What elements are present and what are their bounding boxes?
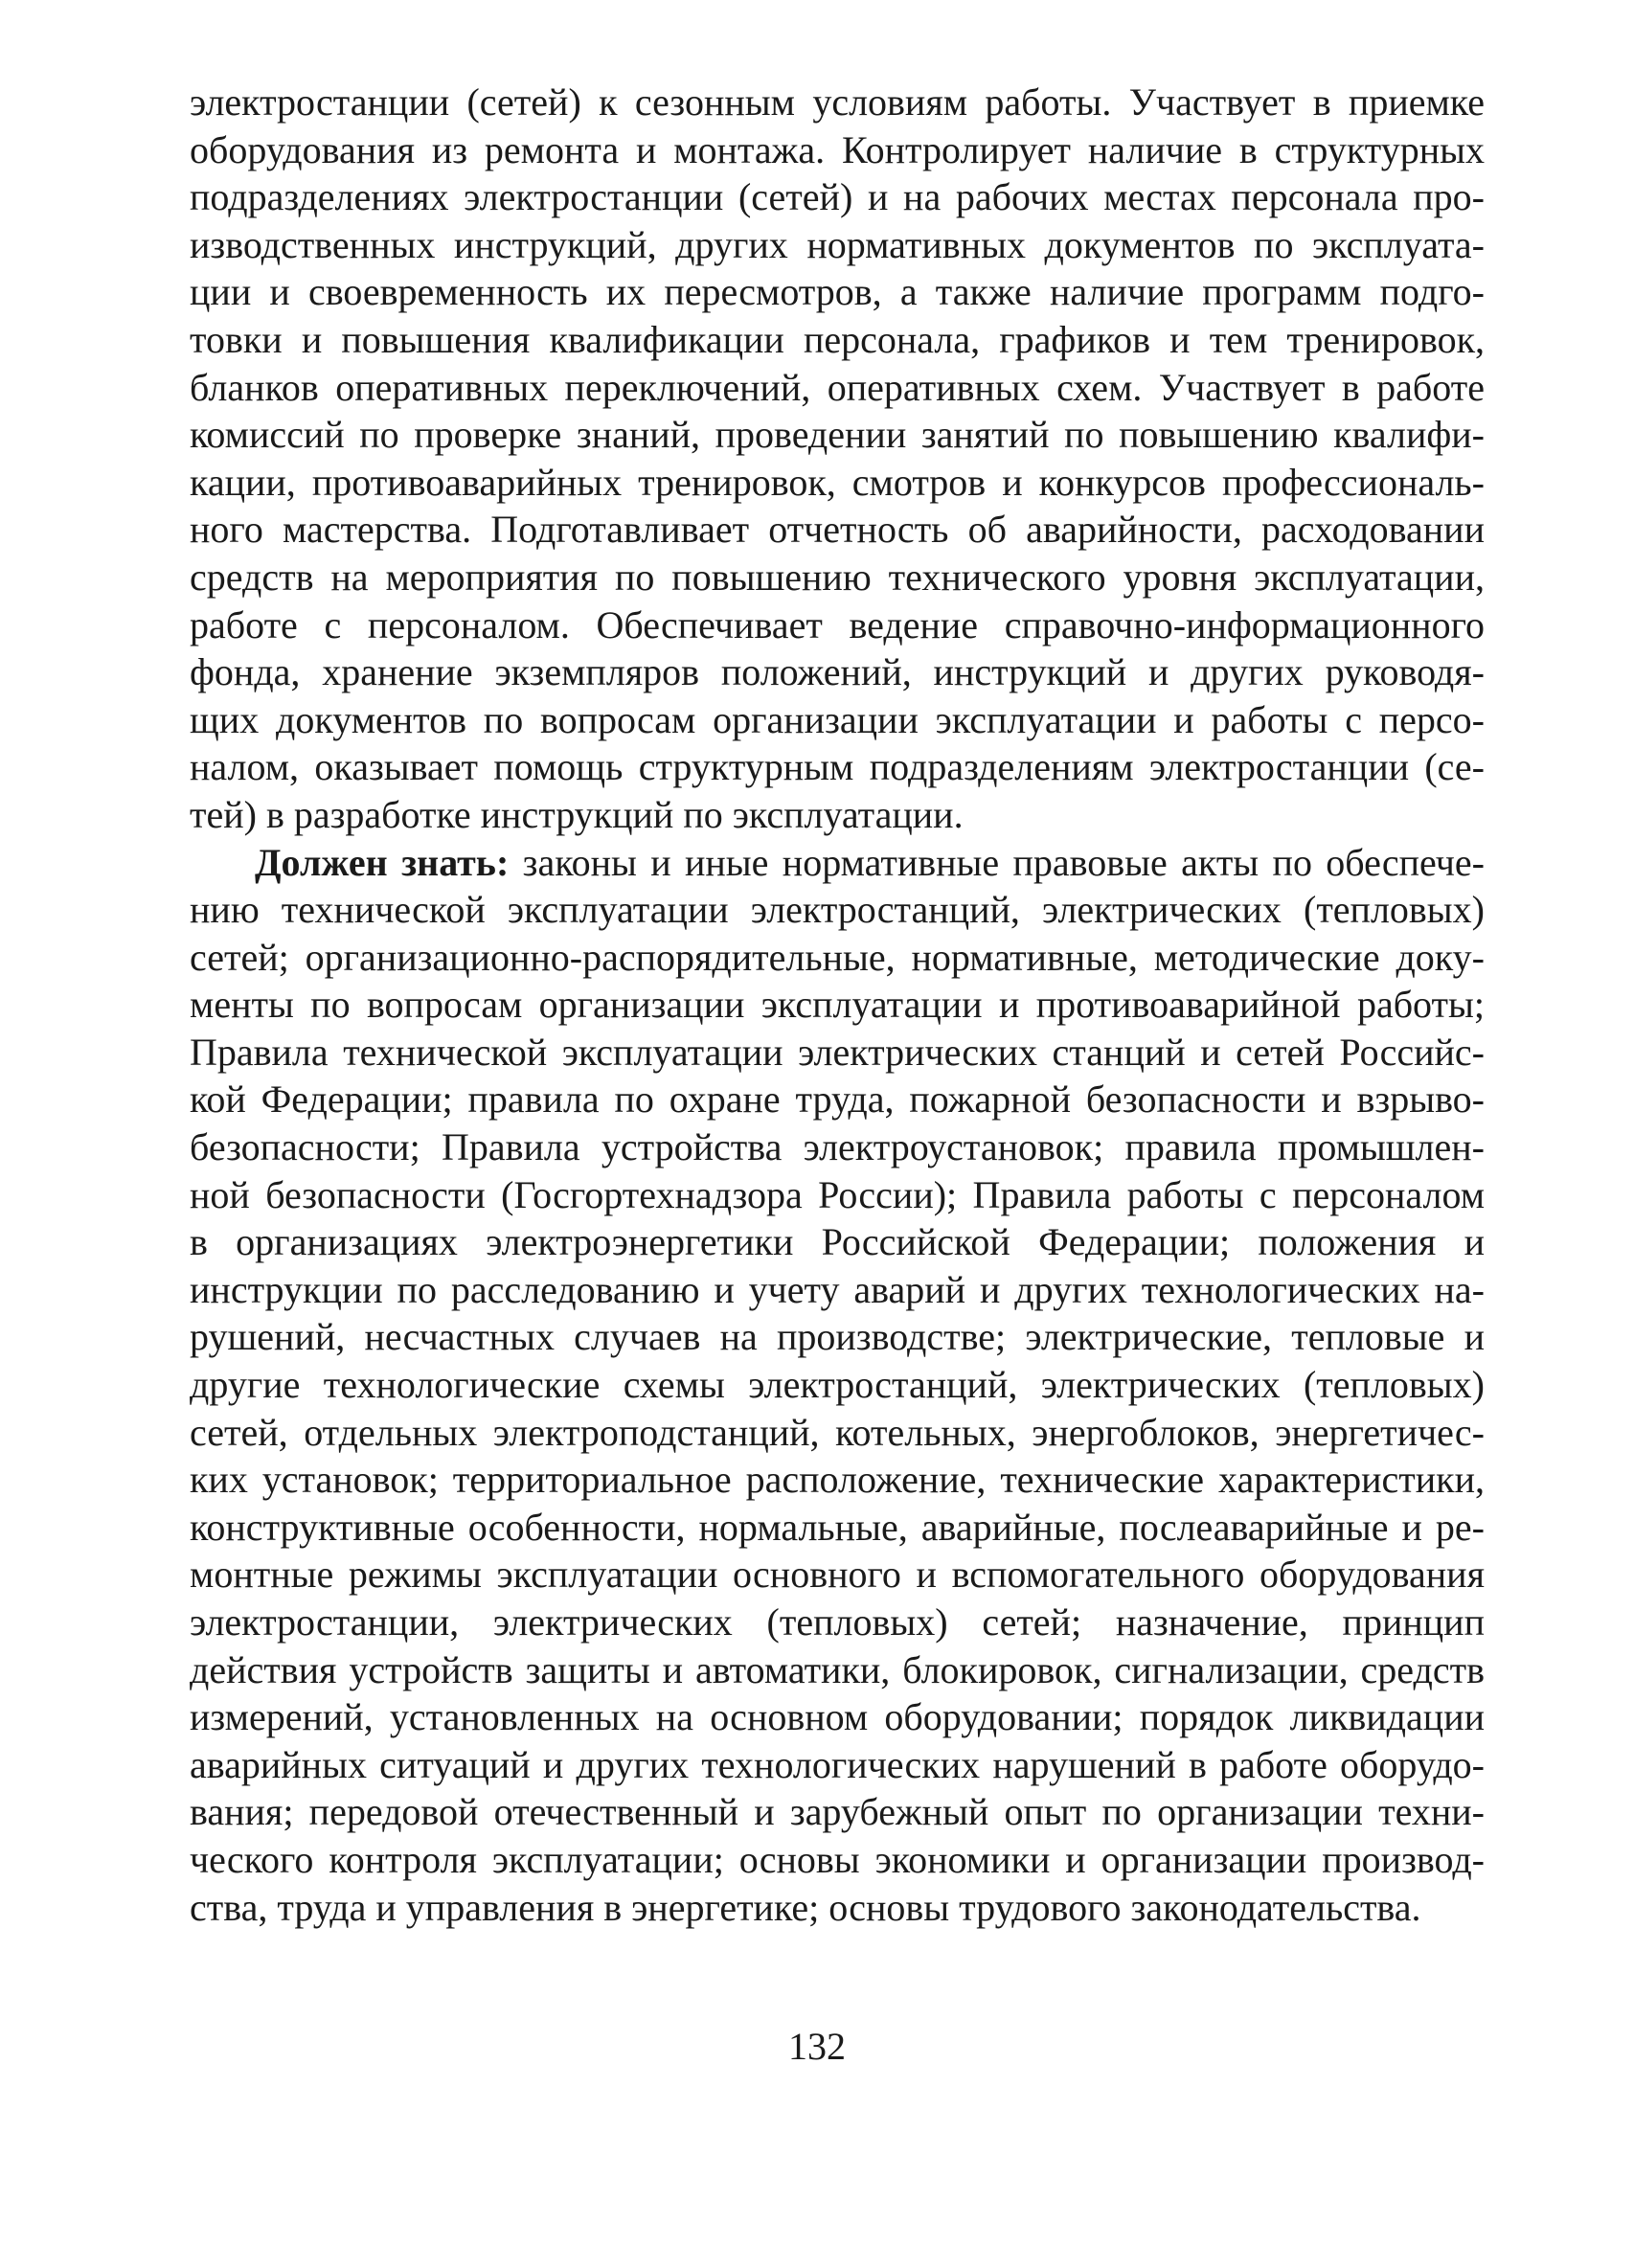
text-line: другие технологические схемы электростанций, электрических (тепловых) — [190, 1363, 1485, 1407]
text-line: вания; передовой отечественный и зарубежный опыт по организации техни- — [190, 1790, 1485, 1834]
text-fragment: законы и иные нормативные правовые акты по обеспече- — [509, 840, 1485, 884]
text-line: нию технической эксплуатации электростанций, электрических (тепловых) — [190, 888, 1485, 932]
text-line: товки и повышения квалификации персонала, графиков и тем тренировок, — [190, 317, 1485, 361]
text-line: кой Федерации; правила по охране труда, пожарной безопасности и взрыво- — [190, 1077, 1485, 1122]
text-line: измерений, установленных на основном оборудовании; порядок ликвидации — [190, 1695, 1485, 1739]
text-line: ких установок; территориальное расположение, технические характеристики, — [190, 1458, 1485, 1502]
text-line: ного мастерства. Подготавливает отчетность об аварийности, расходовании — [190, 508, 1485, 552]
text-line-first — [190, 839, 1485, 887]
text-line: электростанции (сетей) к сезонным условиям работы. Участвует в приемке — [190, 80, 1485, 124]
text-line: работе с персоналом. Обеспечивает ведение справочно-информационного — [190, 602, 1485, 646]
text-line: подразделениях электростанции (сетей) и на рабочих местах персонала про- — [190, 175, 1485, 219]
page-number: 132 — [788, 2025, 846, 2068]
text-line: менты по вопросам организации эксплуатации и противоаварийной работы; — [190, 983, 1485, 1027]
text-line: средств на мероприятия по повышению технического уровня эксплуатации, — [190, 555, 1485, 599]
text-line: рушений, несчастных случаев на производстве; электрические, тепловые и — [190, 1315, 1485, 1359]
text-line: безопасности; Правила устройства электроустановок; правила промышлен- — [190, 1125, 1485, 1169]
text-line: инструкции по расследованию и учету аварий и других технологических на- — [190, 1267, 1485, 1311]
text-line: изводственных инструкций, других нормативных документов по эксплуата- — [190, 222, 1485, 266]
text-line: налом, оказывает помощь структурным подразделениям электростанции (се- — [190, 745, 1485, 789]
paragraph-responsibilities — [190, 79, 1485, 839]
text-line: монтные режимы эксплуатации основного и вспомогательного оборудования — [190, 1553, 1485, 1597]
text-line: комиссий по проверке знаний, проведении занятий по повышению квалифи- — [190, 413, 1485, 457]
text-line: бланков оперативных переключений, оперативных схем. Участвует в работе — [190, 365, 1485, 409]
text-line: кации, противоаварийных тренировок, смотров и конкурсов профессиональ- — [190, 460, 1485, 504]
text-line: тей) в разработке инструкций по эксплуатации. — [190, 792, 964, 836]
text-line: действия устройств защиты и автоматики, блокировок, сигнализации, средств — [190, 1647, 1485, 1691]
text-line: сетей; организационно-распорядительные, нормативные, методические доку- — [190, 935, 1485, 979]
text-line: конструктивные особенности, нормальные, аварийные, послеаварийные и ре- — [190, 1505, 1485, 1549]
text-line: оборудования из ремонта и монтажа. Контролирует наличие в структурных — [190, 127, 1485, 171]
text-line: аварийных ситуаций и других технологических нарушений в работе оборудо- — [190, 1742, 1485, 1786]
section-lead: Должен знать: — [255, 840, 510, 884]
text-line: ческого контроля эксплуатации; основы экономики и организации производ- — [190, 1837, 1485, 1881]
paragraph-should-know — [190, 839, 1485, 1932]
text-line: ции и своевременность их пересмотров, а также наличие программ подго- — [190, 270, 1485, 314]
text-line: фонда, хранение экземпляров положений, инструкций и других руководя- — [190, 650, 1485, 694]
text-line: щих документов по вопросам организации эксплуатации и работы с персо- — [190, 697, 1485, 741]
text-line: сетей, отдельных электроподстанций, котельных, энергоблоков, энергетичес- — [190, 1410, 1485, 1454]
text-line: ства, труда и управления в энергетике; основы трудового законодательства. — [190, 1885, 1421, 1929]
text-line: Правила технической эксплуатации электрических станций и сетей Российс- — [190, 1030, 1485, 1074]
text-line: электростанции, электрических (тепловых) сетей; назначение, принцип — [190, 1600, 1485, 1644]
body-text — [190, 79, 1485, 1931]
text-line: в организациях электроэнергетики Российской Федерации; положения и — [190, 1220, 1485, 1264]
text-line: ной безопасности (Госгортехнадзора России); Правила работы с персоналом — [190, 1172, 1485, 1216]
